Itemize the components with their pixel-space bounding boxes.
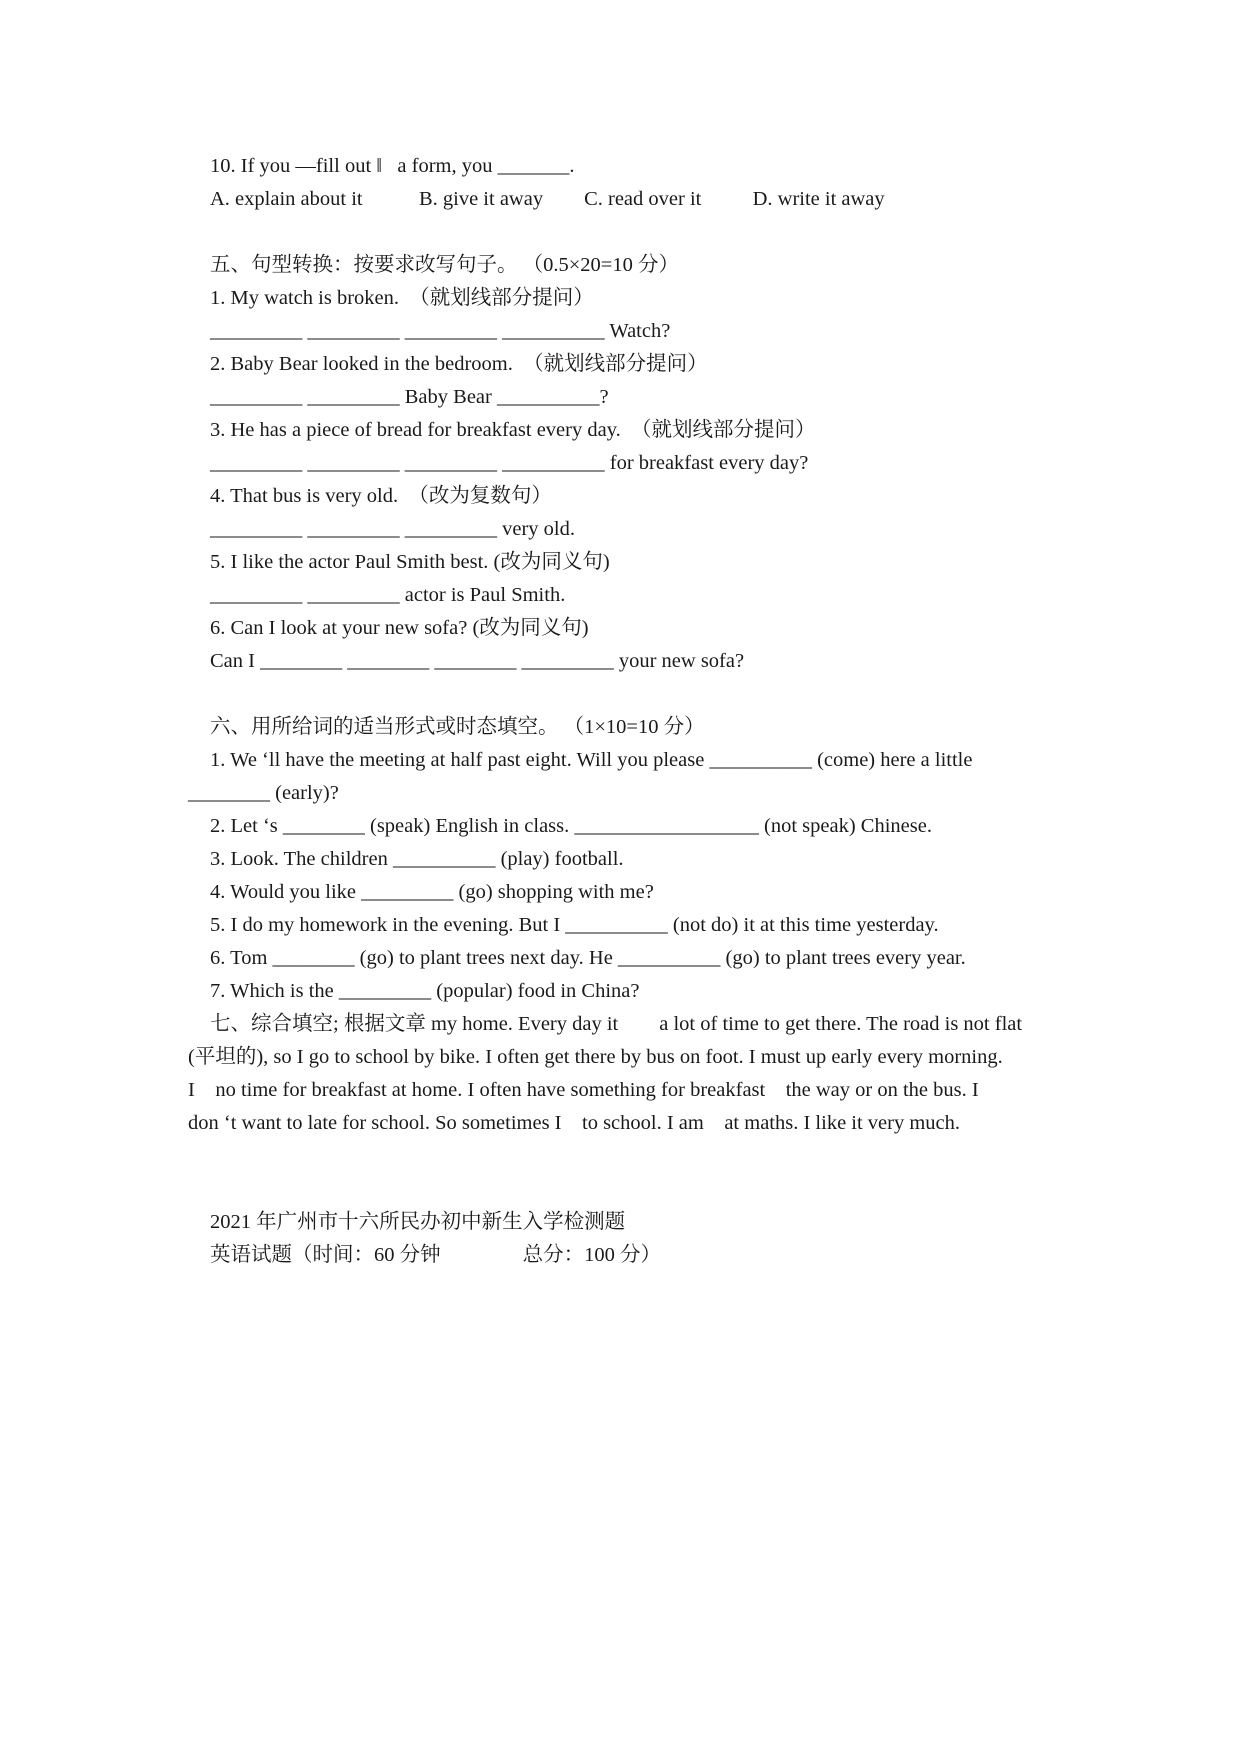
section6-heading: 六、用所给词的适当形式或时态填空。 （1×10=10 分） xyxy=(210,716,705,738)
section5-line: 4. That bus is very old. （改为复数句） xyxy=(210,485,552,507)
section7-line: don ‘t want to late for school. So sometimes I to school. I am at maths. I like it very much. xyxy=(188,1112,961,1134)
section5-line: _________ _________ _________ __________ Watch? xyxy=(210,320,671,342)
section5-line: 3. He has a piece of bread for breakfast every day. （就划线部分提问） xyxy=(210,419,816,441)
section5-line: 6. Can I look at your new sofa? (改为同义句) xyxy=(210,617,589,639)
footer-title: 2021 年广州市十六所民办初中新生入学检测题 xyxy=(210,1211,626,1233)
q10-stem: 10. If you —fill out ‖ a form, you _______. xyxy=(210,155,575,177)
q10-options: A. explain about it B. give it away C. read over it D. write it away xyxy=(210,188,885,210)
section5-line: 1. My watch is broken. （就划线部分提问） xyxy=(210,287,594,309)
section6-line: 7. Which is the _________ (popular) food in China? xyxy=(210,980,640,1002)
section7-line: 七、综合填空; 根据文章 my home. Every day it a lot of time to get there. The road is not flat xyxy=(210,1013,1023,1035)
section5-line: 5. I like the actor Paul Smith best. (改为同义句) xyxy=(210,551,610,573)
footer-subtitle: 英语试题（时间：60 分钟 总分：100 分） xyxy=(210,1244,661,1266)
section6-q1b: ________ (early)? xyxy=(188,782,339,804)
section6-line: 4. Would you like _________ (go) shopping with me? xyxy=(210,881,654,903)
section7-line: (平坦的), so I go to school by bike. I often get there by bus on foot. I must up early every morning. xyxy=(188,1046,1003,1068)
section5-line: _________ _________ _________ __________ for breakfast every day? xyxy=(210,452,809,474)
section5-line: _________ _________ _________ very old. xyxy=(210,518,575,540)
section5-line: _________ _________ Baby Bear __________? xyxy=(210,386,609,408)
section6-line: 5. I do my homework in the evening. But I __________ (not do) it at this time yesterday. xyxy=(210,914,939,936)
section5-line: _________ _________ actor is Paul Smith. xyxy=(210,584,566,606)
section6-line: 6. Tom ________ (go) to plant trees next day. He __________ (go) to plant trees every year. xyxy=(210,947,966,969)
section5-line: Can I ________ ________ ________ _________ your new sofa? xyxy=(210,650,745,672)
section5-line: 2. Baby Bear looked in the bedroom. （就划线部分提问） xyxy=(210,353,708,375)
section6-q1a: 1. We ‘ll have the meeting at half past eight. Will you please __________ (come) here a little xyxy=(210,749,973,771)
section5-heading: 五、句型转换：按要求改写句子。 （0.5×20=10 分） xyxy=(210,254,679,276)
section6-line: 2. Let ‘s ________ (speak) English in class. __________________ (not speak) Chinese. xyxy=(210,815,932,837)
section7-line: I no time for breakfast at home. I often have something for breakfast the way or on the bus. I xyxy=(188,1079,979,1101)
section6-line: 3. Look. The children __________ (play) football. xyxy=(210,848,624,870)
